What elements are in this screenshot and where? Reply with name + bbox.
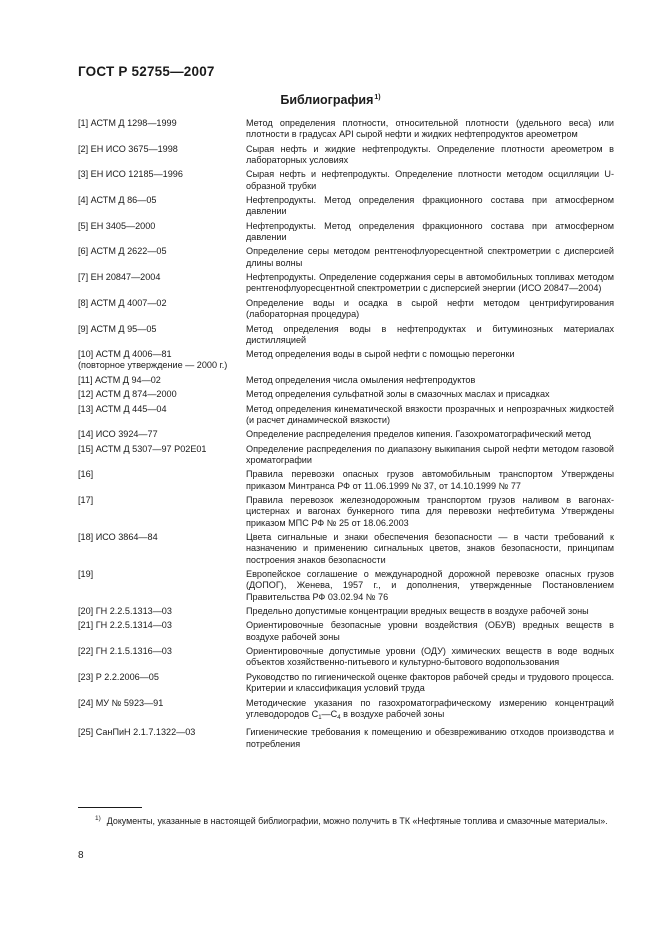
entry-description: Определение распределения пределов кипения. Газохроматографический метод [246, 429, 591, 440]
footnote-text: Документы, указанные в настоящей библиографии, можно получить в ТК «Нефтяные топлива и смазочные материалы». [106, 816, 608, 826]
bibliography-entry [78, 272, 614, 295]
bibliography-entry [78, 646, 614, 669]
entry-reference: [16] [78, 469, 94, 480]
entry-description: Определение распределения по диапазону выкипания сырой нефти методом газовой хроматографии [246, 443, 614, 466]
entry-reference: [19] [78, 569, 94, 580]
entry-description: Сырая нефть и жидкие нефтепродукты. Определение плотности ареометром в лабораторных условиях [246, 143, 614, 165]
entry-description: Сырая нефть и нефтепродукты. Определение плотности методом осцилляции U-образной трубки [246, 169, 614, 191]
entry-reference: [18] ИСО 3864—84 [78, 532, 158, 543]
bibliography-entry [78, 620, 614, 643]
entry-description: Руководство по гигиенической оценке факторов рабочей среды и трудового процесса. Критерии и классификация условий труда [246, 671, 614, 694]
entry-reference: [11] АСТМ Д 94—02 [78, 374, 161, 385]
entry-description: Метод определения числа омыления нефтепродуктов [246, 374, 476, 385]
entry-reference: [6] АСТМ Д 2622—05 [78, 246, 167, 257]
bibliography-entry [78, 169, 614, 192]
bibliography-entry [78, 698, 614, 725]
bibliography-entry [78, 444, 614, 467]
entry-description: Нефтепродукты. Определение содержания серы в автомобильных топливах методом рентгенофлуоресцентной спектрометрии с дисперсией энергии (ИСО 20847—2004) [246, 272, 614, 294]
entry-description: Метод определения воды в сырой нефти с помощью перегонки [246, 349, 515, 360]
entry-description: Нефтепродукты. Метод определения фракционного состава при атмосферном давлении [246, 220, 614, 243]
entry-reference: [3] ЕН ИСО 12185—1996 [78, 169, 183, 180]
bibliography-entry [78, 495, 614, 529]
bibliography-entry [78, 118, 614, 141]
bibliography-entry [78, 727, 614, 750]
entry-reference: [9] АСТМ Д 95—05 [78, 323, 157, 334]
entry-reference: [13] АСТМ Д 445—04 [78, 403, 167, 414]
entry-reference: [7] ЕН 20847—2004 [78, 272, 161, 283]
entry-description: Определение воды и осадка в сырой нефти методом центрифугирования (лабораторная процедура) [246, 297, 614, 320]
document-header: ГОСТ Р 52755—2007 [78, 64, 215, 79]
entry-description: Метод определения плотности, относительной плотности (удельного веса) или плотности в градусах API сырой нефти и жидких нефтепродуктов ареометром [246, 118, 614, 140]
entry-description: Цвета сигнальные и знаки обеспечения безопасности — в части требований к назначению и применению сигнальных цветов, знаков безопасности, принципам построения знаков безопасности [246, 532, 614, 565]
entry-reference: [17] [78, 495, 94, 506]
entry-reference: [20] ГН 2.2.5.1313—03 [78, 606, 172, 617]
entry-reference: [5] ЕН 3405—2000 [78, 220, 156, 231]
bibliography-entry [78, 298, 614, 321]
bibliography-entry [78, 429, 614, 440]
entry-reference: [14] ИСО 3924—77 [78, 429, 158, 440]
footnote-divider [78, 807, 142, 808]
bibliography-entry [78, 469, 614, 492]
bibliography-entry [78, 221, 614, 244]
title-text: Библиография [280, 93, 374, 107]
entry-description: Правила перевозок железнодорожным транспортом грузов наливом в вагонах-цистернах и вагонах бункерного типа для перевозки нефтебитума Утверждены приказом МПС РФ № 25 от 18.06.2003 [246, 495, 614, 528]
bibliography-entry [78, 195, 614, 218]
entry-description: Предельно допустимые концентрации вредных веществ в воздухе рабочей зоны [246, 606, 589, 617]
bibliography-entry [78, 375, 614, 386]
bibliography-entry [78, 349, 614, 372]
entry-description: Правила перевозки опасных грузов автомобильным транспортом Утверждены приказом Минтранса РФ от 11.06.1999 № 37, от 14.10.1999 № 77 [246, 469, 614, 491]
bibliography-entry [78, 389, 614, 400]
entry-reference: [21] ГН 2.2.5.1314—03 [78, 620, 172, 631]
section-title [0, 93, 661, 107]
entry-reference: [2] ЕН ИСО 3675—1998 [78, 143, 178, 154]
bibliography-entry [78, 672, 614, 695]
entry-description: Нефтепродукты. Метод определения фракционного состава при атмосферном давлении [246, 195, 614, 217]
entry-reference: [8] АСТМ Д 4007—02 [78, 297, 167, 308]
entry-description: Метод определения воды в нефтепродуктах и битуминозных материалах дистилляцией [246, 323, 614, 345]
bibliography-entry [78, 246, 614, 269]
footnote-mark: 1) [95, 815, 101, 822]
entry-description: Ориентировочные допустимые уровни (ОДУ) химических веществ в воде водных объектов хозяйственно-питьевого и культурно-бытового водопользования [246, 646, 614, 668]
entry-description: Определение серы методом рентгенофлуоресцентной спектрометрии с дисперсией длины волны [246, 246, 614, 268]
footnote [78, 813, 614, 828]
entry-reference: [1] АСТМ Д 1298—1999 [78, 118, 177, 128]
entry-reference: [25] СанПиН 2.1.7.1322—03 [78, 727, 196, 738]
bibliography-entry [78, 324, 614, 347]
entry-description: Ориентировочные безопасные уровни воздействия (ОБУВ) вредных веществ в воздухе рабочей зоны [246, 620, 614, 642]
bibliography-entry [78, 569, 614, 603]
bibliography-list [78, 118, 614, 753]
entry-reference: [12] АСТМ Д 874—2000 [78, 389, 177, 400]
entry-description: Метод определения сульфатной золы в смазочных маслах и присадках [246, 389, 550, 400]
title-footnote-mark: 1) [374, 94, 381, 101]
bibliography-entry [78, 404, 614, 427]
entry-reference: [22] ГН 2.1.5.1316—03 [78, 646, 172, 657]
entry-reference: [23] Р 2.2.2006—05 [78, 671, 159, 682]
entry-reference: [15] АСТМ Д 5307—97 Р02Е01 [78, 443, 207, 454]
entry-description: Метод определения кинематической вязкости прозрачных и непрозрачных жидкостей (и расчет динамической вязкости) [246, 403, 614, 425]
bibliography-entry [78, 606, 614, 617]
entry-reference: [4] АСТМ Д 86—05 [78, 195, 157, 206]
entry-description: Методические указания по газохроматографическому измерению концентраций углеводородов $C_1—C_4$ в воздухе рабочей зоны [246, 697, 614, 721]
entry-reference: [10] АСТМ Д 4006—81 (повторное утверждение — 2000 г.) [78, 349, 228, 371]
bibliography-entry [78, 144, 614, 167]
bibliography-entry [78, 532, 614, 566]
entry-description: Гигиенические требования к помещению и обезвреживанию отходов производства и потребления [246, 727, 614, 749]
page-number: 8 [78, 850, 84, 861]
entry-description: Европейское соглашение о международной дорожной перевозке опасных грузов (ДОПОГ), Женева, 1957 г., и дополнения, утвержденные Постановлением Правительства РФ 03.02.94 № 76 [246, 569, 614, 602]
entry-reference: [24] МУ № 5923—91 [78, 697, 164, 708]
